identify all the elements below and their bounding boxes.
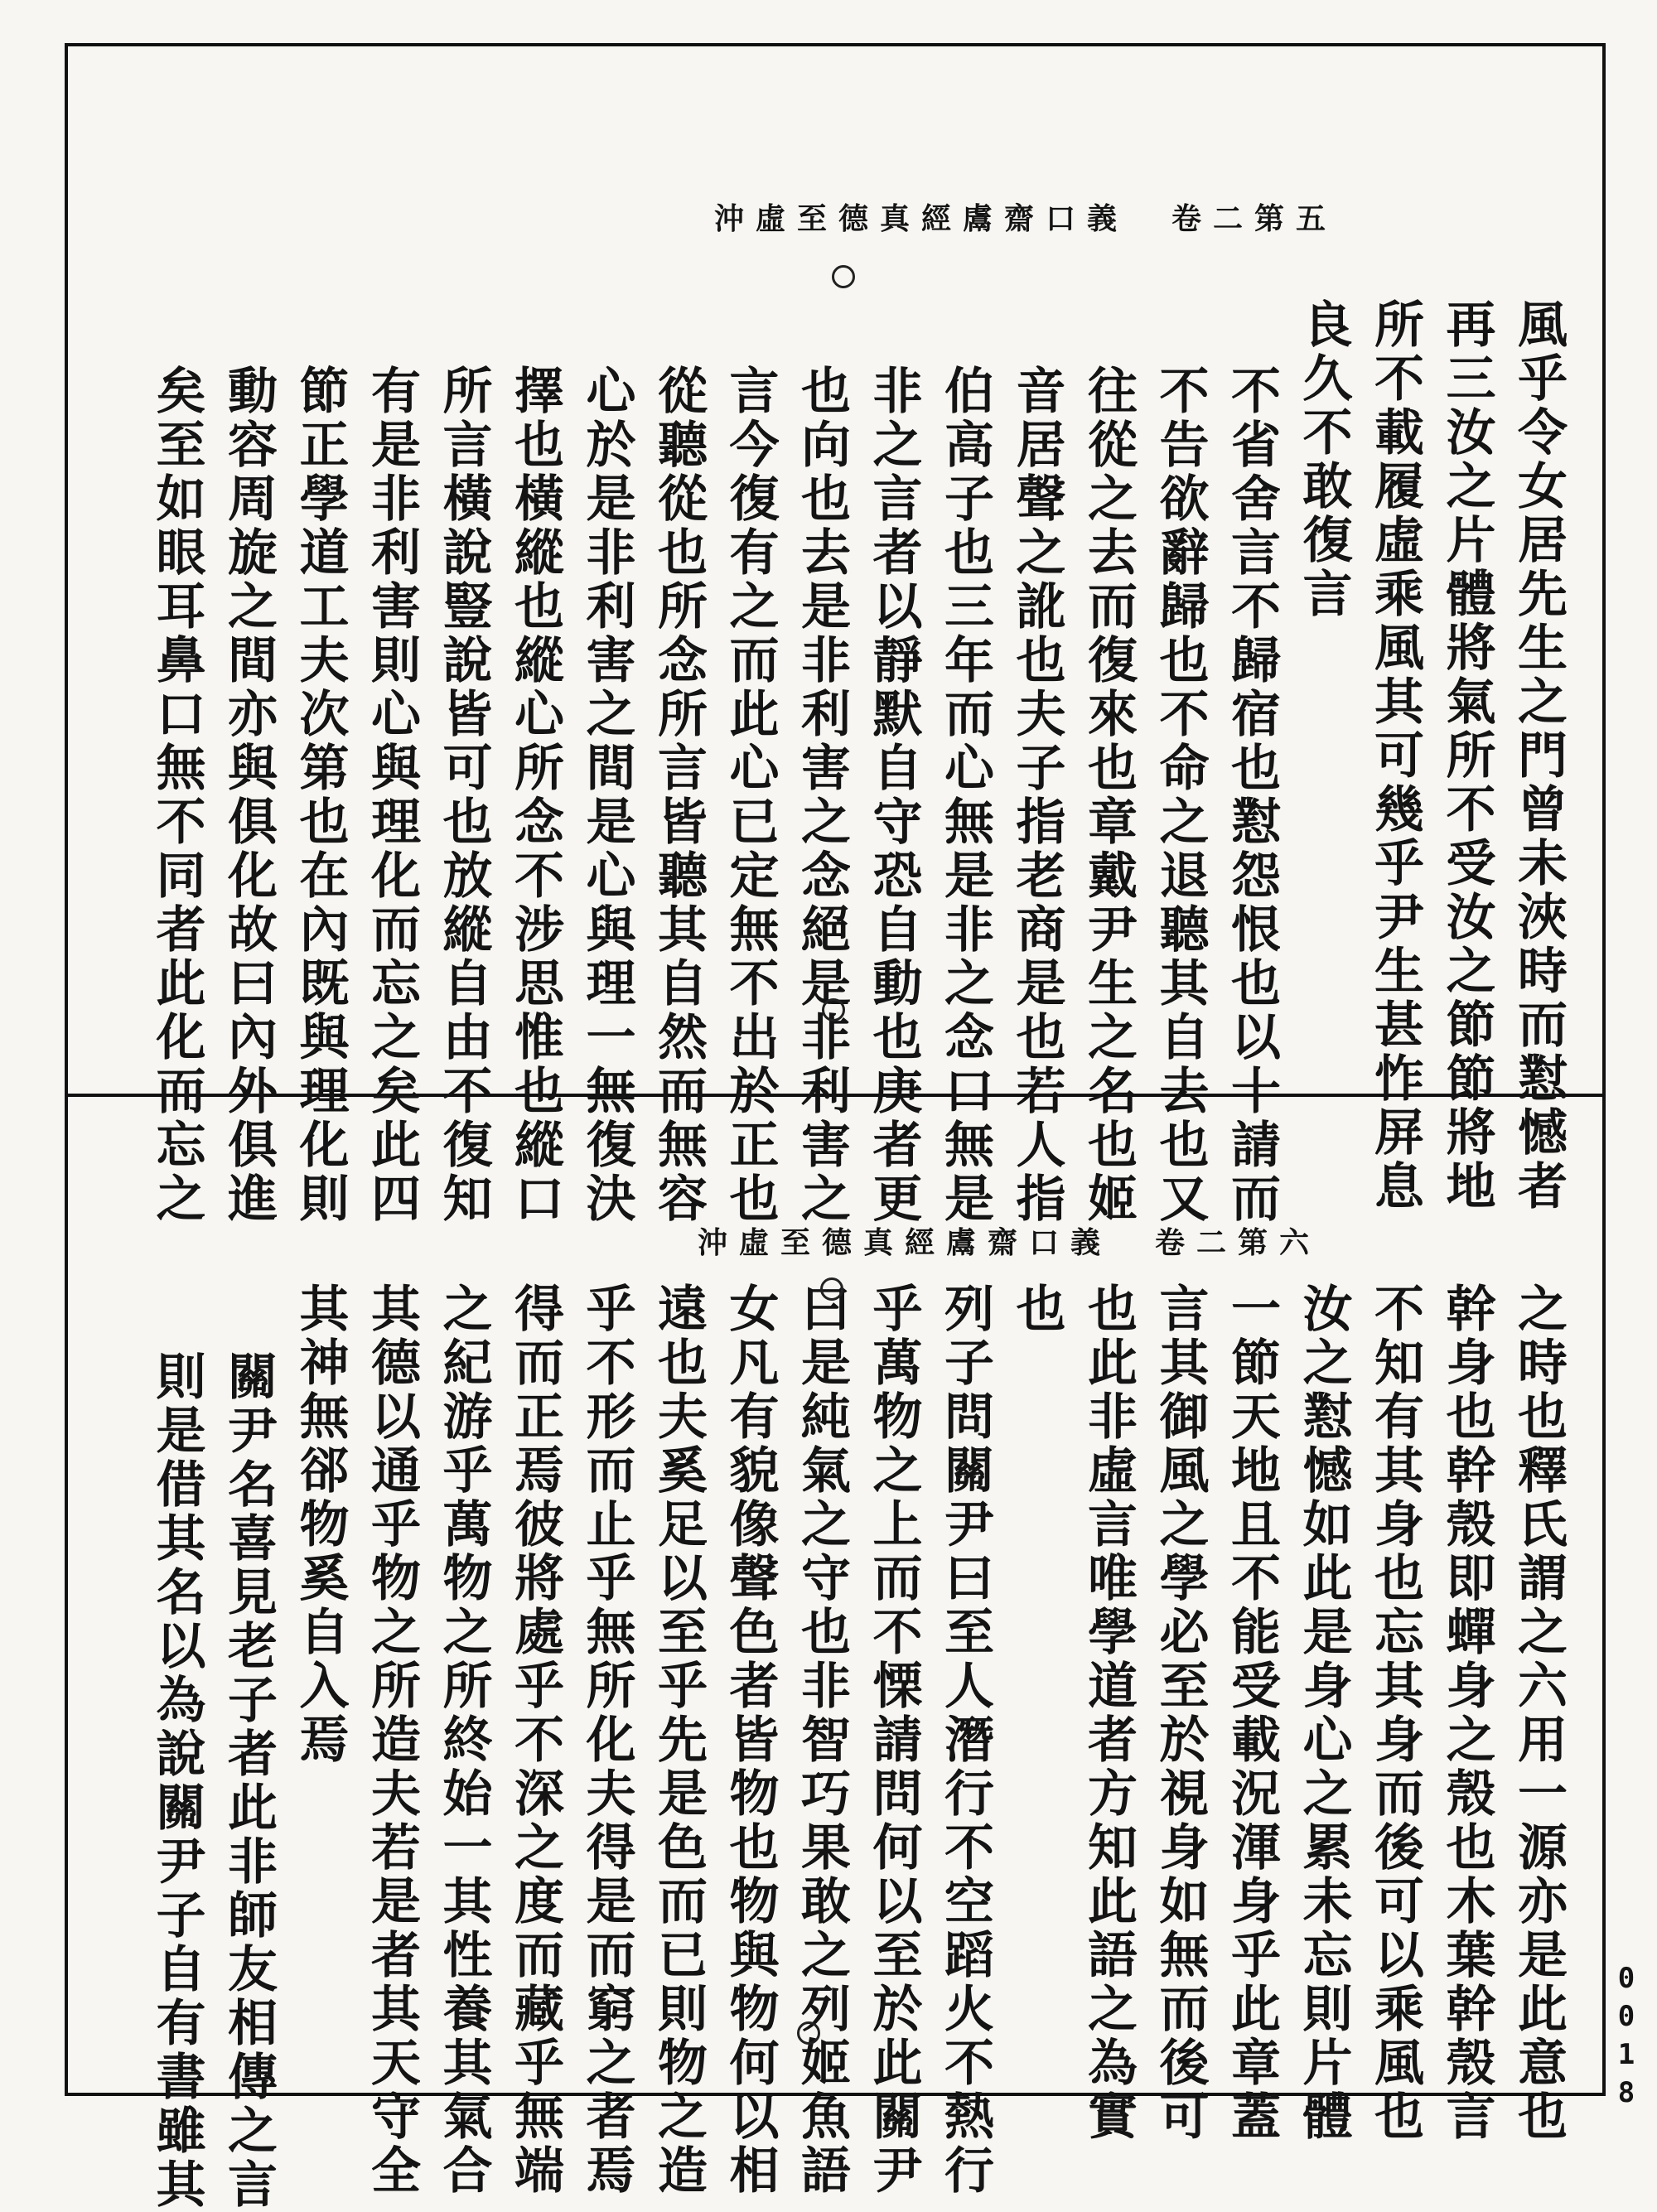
bottom-text-column: 一節天地且不能受載況渾身乎此章蓋: [1223, 1282, 1281, 2144]
top-text-column: 節正學道工夫次第也在內既與理化則: [291, 365, 350, 1226]
top-text-column: 再三汝之片體將氣所不受汝之節節將地: [1437, 298, 1496, 1214]
bottom-text-column: 也: [1007, 1282, 1066, 1336]
bottom-text-column: 則是借其名以為說關尹子自有書雖其: [147, 1350, 206, 2212]
bottom-text-column: 女凡有貌像聲色者皆物也物與物何以相: [721, 1282, 780, 2198]
bottom-text-column: 其德以通乎物之所造夫若是者其天守全: [363, 1282, 421, 2198]
top-text-column: 動容周旋之間亦與俱化故曰內外俱進: [220, 365, 278, 1226]
top-volume-label: 卷二第五: [1171, 201, 1338, 236]
bottom-text-column: 不知有其身也忘其身而後可以乘風也: [1366, 1282, 1424, 2144]
bottom-text-column: 汝之懟憾如此是身心之累未忘則片體: [1294, 1282, 1353, 2144]
top-text-column: 不省舍言不歸宿也懟怨恨也以十請而: [1223, 365, 1281, 1226]
page-number: 0018: [1610, 1962, 1643, 2114]
top-text-column: 也向也去是非利害之念絕是非利害之: [793, 365, 851, 1226]
bottom-text-column: 列子問關尹曰至人潛行不空蹈火不熱行: [936, 1282, 994, 2198]
bottom-text-column: 得而正焉彼將處乎不深之度而藏乎無端: [506, 1282, 564, 2198]
top-text-column: 往從之去而復來也章戴尹生之名也姬: [1080, 365, 1138, 1226]
bottom-text-column: 關尹名喜見老子者此非師友相傳之言: [220, 1350, 278, 2212]
top-text-column: 言今復有之而此心已定無不出於正也: [721, 365, 780, 1226]
top-text-column: 矣至如眼耳鼻口無不同者此化而忘之: [147, 365, 206, 1226]
bottom-text-column: 遠也夫奚足以至乎先是色而已則物之造: [650, 1282, 708, 2198]
top-text-column: 所言橫說豎說皆可也放縱自由不復知: [434, 365, 493, 1226]
top-text-column: 伯高子也三年而心無是非之念口無是: [936, 365, 994, 1226]
circle-mark-icon: [820, 1277, 843, 1301]
bottom-text-column: 言其御風之學必至於視身如無而後可: [1151, 1282, 1210, 2144]
bottom-text-column: 其神無郤物奚自入焉: [291, 1282, 350, 1767]
top-text-column: 風乎令女居先生之門曾未浹時而懟憾者: [1510, 298, 1568, 1214]
bottom-text-column: 幹身也幹殼即蟬身之殼也木葉幹殼言: [1437, 1282, 1496, 2144]
bottom-volume-label: 卷二第六: [1155, 1225, 1321, 1260]
top-text-column: 非之言者以靜默自守恐自動也庚者更: [864, 365, 923, 1226]
top-text-column: 良久不敢復言: [1294, 298, 1353, 621]
bottom-text-column: 也此非虛言唯學道者方知此語之為實: [1080, 1282, 1138, 2144]
top-text-column: 心於是非利害之間是心與理一無復決: [577, 365, 636, 1226]
top-text-column: 不告欲辭歸也不命之退聽其自去也又: [1151, 365, 1210, 1226]
bottom-text-column: 乎萬物之上而不慄請問何以至於此關尹: [864, 1282, 923, 2198]
bottom-text-column: 之紀游乎萬物之所終始一其性養其氣合: [434, 1282, 493, 2198]
top-text-column: 擇也橫縱也縱心所念不涉思惟也縱口: [506, 365, 564, 1226]
top-text-column: 有是非利害則心與理化而忘之矣此四: [363, 365, 421, 1226]
bottom-book-title: 沖虛至德真經鬳齋口義: [698, 1225, 1113, 1260]
circle-mark-icon: [832, 265, 855, 288]
bottom-text-column: 之時也釋氏謂之六用一源亦是此意也: [1510, 1282, 1568, 2144]
top-text-column: 音居聲之訛也夫子指老商是也若人指: [1007, 365, 1066, 1226]
top-text-column: 從聽從也所念所言皆聽其自然而無容: [650, 365, 708, 1226]
circle-mark-icon: [822, 998, 845, 1021]
bottom-text-column: 曰是純氣之守也非智巧果敢之列姬魚語: [793, 1282, 851, 2198]
top-text-column: 所不載履虛乘風其可幾乎尹生甚怍屏息: [1366, 298, 1424, 1214]
top-book-title: 沖虛至德真經鬳齋口義: [714, 201, 1129, 236]
circle-mark-icon: [797, 2021, 820, 2045]
bottom-text-column: 乎不形而止乎無所化夫得是而窮之者焉: [577, 1282, 636, 2198]
